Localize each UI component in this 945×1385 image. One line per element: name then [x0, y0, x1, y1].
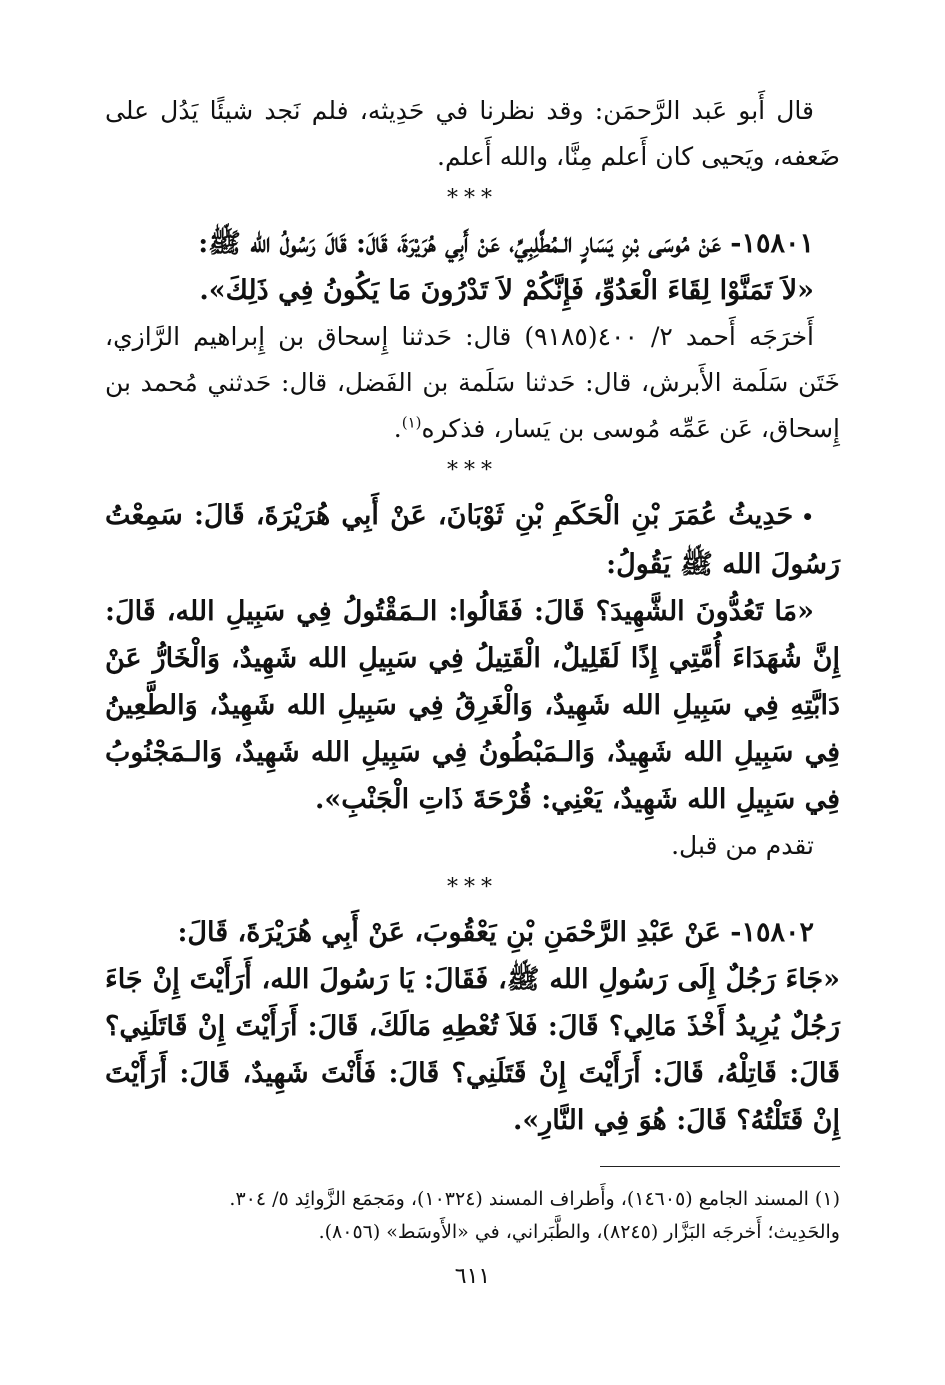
section-separator: ***: [447, 875, 498, 900]
hadith-15802-text: ١٥٨٠٢- عَنْ عَبْدِ الرَّحْمَنِ بْنِ يَعْقُوبَ، عَنْ أَبِي هُرَيْرَةَ، قَالَ:: [177, 917, 814, 948]
hadith-15801-takhrij: أَخرَجَه أَحمد ٢/ ٤٠٠(٩١٨٥) قال: حَدثنا إِسحاق بن إِبراهيم الرَّازي، خَتَن سَلَمة الأَبرش، قال: حَدثنا سَلَمة بن الفَضل، قال: حَدثني مُحمد بن إِسحاق، عَن عَمِّه مُوسى بن يَسار، فذكره$^{(١)}$.: [105, 322, 840, 443]
hadith-15802-heading: [105, 909, 840, 956]
bullet-icon: •: [801, 505, 814, 529]
hadith-umar-note-text: تقدم من قبل.: [671, 831, 814, 860]
page-number: ٦١١: [454, 1264, 491, 1289]
footnote-ref-1[interactable]: (١): [401, 413, 422, 432]
hadith-umar-note: [105, 823, 840, 869]
hadith-umar-matn-text: «مَا تَعُدُّونَ الشَّهِيدَ؟ قَالَ: فَقَالُوا: الـمَقْتُولُ فِي سَبِيلِ الله، قَالَ: إِنَّ شُهَدَاءَ أُمَّتِي إِذًا لَقَلِيلٌ، الْقَتِيلُ فِي سَبِيلِ الله شَهِيدٌ، وَالْخَارُّ عَنْ دَابَّتِهِ فِي سَبِيلِ الله شَهِيدٌ، وَالْغَرِقُ فِي سَبِيلِ الله شَهِيدٌ، وَالطَّعِينُ فِي سَبِيلِ الله شَهِيدٌ، وَالـمَبْطُونُ فِي سَبِيلِ الله شَهِيدٌ، وَالـمَجْنُوبُ فِي سَبِيلِ الله شَهِيدٌ، يَعْنِي: قُرْحَةَ ذَاتِ الْجَنْبِ».: [105, 596, 840, 815]
hadith-15801-takhrij-text: أَخرَجَه أَحمد ٢/ ٤٠٠(٩١٨٥) قال: حَدثنا إِسحاق بن إِبراهيم الرَّازي، خَتَن سَلَمة الأَبرش، قال: حَدثنا سَلَمة بن الفَضل، قال: حَدثني مُحمد بن إِسحاق، عَن عَمِّه مُوسى بن يَسار، فذكره: [105, 322, 840, 443]
section-separator: ***: [447, 458, 498, 483]
hadith-15802-matn-text: «جَاءَ رَجُلٌ إِلَى رَسُولِ الله ﷺ، فَقَالَ: يَا رَسُولَ الله، أَرَأَيْتَ إِنْ جَاءَ رَجُلٌ يُرِيدُ أَخْذَ مَالِي؟ قَالَ: فَلاَ تُعْطِهِ مَالَكَ، قَالَ: أَرَأَيْتَ إِنْ قَاتَلَنِي؟ قَالَ: قَاتِلْهُ، قَالَ: أَرَأَيْتَ إِنْ قَتَلَنِي؟ قَالَ: فَأَنْتَ شَهِيدٌ، قَالَ: أَرَأَيْتَ إِنْ قَتَلْتُهُ؟ قَالَ: هُوَ فِي النَّارِ».: [105, 964, 840, 1136]
section-separator: ***: [447, 186, 498, 211]
hadith-15801-heading: [105, 220, 840, 267]
hadith-umar-text: حَدِيثُ عُمَرَ بْنِ الْحَكَمِ بْنِ ثَوْبَانَ، عَنْ أَبِي هُرَيْرَةَ، قَالَ: سَمِعْتُ رَسُولَ الله ﷺ يَقُولُ:: [105, 500, 840, 580]
hadith-15801-matn: [105, 267, 840, 314]
hadith-15802-matn: [105, 956, 840, 1144]
footnote-1-continued: والحَدِيث؛ أَخرجَه البَزَّار (٨٢٤٥)، والطَّبَراني، في «الأَوسَط» (٨٠٥٦).: [318, 1221, 840, 1243]
hadith-umar-heading: [105, 492, 840, 588]
footnote-1: (١) المسند الجامع (١٤٦٠٥)، وأَطراف المسند (١٠٣٢٤)، ومَجمَع الزَّوائِد ٥/ ٣٠٤.: [229, 1188, 840, 1210]
footnotes: [105, 1183, 840, 1249]
hadith-umar-matn: [105, 588, 840, 823]
intro-paragraph: [105, 88, 840, 180]
intro-text: قال أَبو عَبد الرَّحمَن: وقد نظرنا في حَدِيثه، فلم نَجد شيئًا يَدُل على ضَعفه، ويَحيى كان أَعلم مِنَّا، والله أَعلم.: [105, 96, 840, 171]
hadith-15801-text: ١٥٨٠١- عَنْ مُوسَى بْنِ يَسَارٍ الـمُطَّلِبِيِّ، عَنْ أَبِي هُرَيْرَةَ، قَالَ: قَالَ رَسُولُ الله ﷺ:: [198, 228, 814, 259]
hadith-15801-matn-text: «لاَ تَمَنَّوْا لِقَاءَ الْعَدُوِّ، فَإِنَّكُمْ لاَ تَدْرُونَ مَا يَكُونُ فِي ذَلِكَ».: [199, 275, 814, 306]
footnote-divider: [600, 1166, 840, 1167]
